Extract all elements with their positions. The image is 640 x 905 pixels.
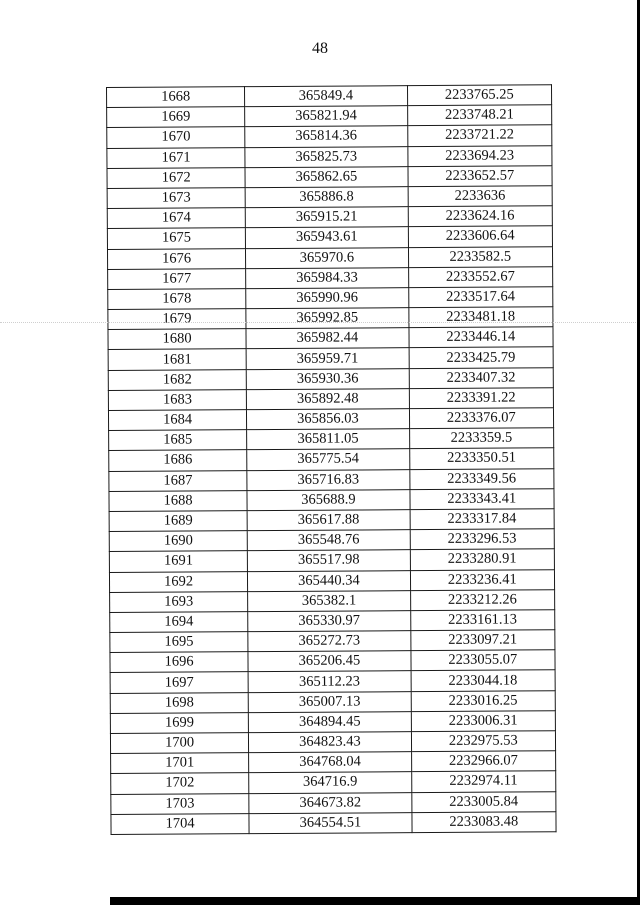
- table-row: [109, 428, 554, 451]
- point-number-cell: 1675: [107, 228, 245, 249]
- y-coordinate-cell: 2233606.64: [408, 226, 553, 247]
- point-number-cell: 1691: [109, 551, 247, 572]
- scan-artifact-line: [0, 322, 640, 324]
- x-coordinate-cell: 364716.9: [249, 772, 411, 793]
- point-number-cell: 1690: [109, 531, 247, 552]
- x-coordinate-cell: 365814.36: [245, 126, 407, 147]
- point-number-cell: 1698: [110, 692, 248, 713]
- y-coordinate-cell: 2233582.5: [408, 246, 553, 267]
- y-coordinate-cell: 2232966.07: [411, 751, 556, 772]
- x-coordinate-cell: 365943.61: [246, 227, 408, 248]
- x-coordinate-cell: 364554.51: [249, 812, 411, 833]
- table-row: [108, 367, 553, 390]
- table-row: [109, 509, 554, 532]
- y-coordinate-cell: 2233481.18: [408, 307, 553, 328]
- x-coordinate-cell: 365007.13: [248, 691, 410, 712]
- table-row: [107, 186, 552, 209]
- x-coordinate-cell: 365382.1: [248, 590, 410, 611]
- x-coordinate-cell: 365330.97: [248, 611, 410, 632]
- point-number-cell: 1676: [107, 248, 245, 269]
- x-coordinate-cell: 365849.4: [245, 86, 407, 107]
- table-row: [111, 812, 556, 835]
- table-row: [108, 347, 553, 370]
- x-coordinate-cell: 364823.43: [249, 732, 411, 753]
- y-coordinate-cell: 2233425.79: [409, 347, 554, 368]
- x-coordinate-cell: 365930.36: [246, 368, 408, 389]
- point-number-cell: 1678: [108, 289, 246, 310]
- point-number-cell: 1701: [111, 753, 249, 774]
- x-coordinate-cell: 365811.05: [247, 429, 409, 450]
- y-coordinate-cell: 2233748.21: [407, 105, 552, 126]
- table-row: [107, 206, 552, 229]
- y-coordinate-cell: 2233005.84: [411, 791, 556, 812]
- point-number-cell: 1669: [107, 107, 245, 128]
- point-number-cell: 1671: [107, 147, 245, 168]
- table-row: [110, 670, 555, 693]
- x-coordinate-cell: 365984.33: [246, 267, 408, 288]
- y-coordinate-cell: 2233296.53: [410, 529, 555, 550]
- point-number-cell: 1672: [107, 167, 245, 188]
- y-coordinate-cell: 2233636: [408, 186, 553, 207]
- y-coordinate-cell: 2233161.13: [410, 610, 555, 631]
- point-number-cell: 1670: [107, 127, 245, 148]
- point-number-cell: 1689: [109, 511, 247, 532]
- y-coordinate-cell: 2233376.07: [409, 408, 554, 429]
- point-number-cell: 1685: [109, 430, 247, 451]
- table-row: [109, 549, 554, 572]
- x-coordinate-cell: 365548.76: [247, 530, 409, 551]
- y-coordinate-cell: 2233097.21: [410, 630, 555, 651]
- scan-edge-bottom: [110, 897, 640, 905]
- x-coordinate-cell: 365982.44: [246, 328, 408, 349]
- y-coordinate-cell: 2233044.18: [411, 670, 556, 691]
- table-row: [110, 650, 555, 673]
- x-coordinate-cell: 365517.98: [248, 550, 410, 571]
- coordinates-table-body: [107, 85, 557, 835]
- y-coordinate-cell: 2233552.67: [408, 266, 553, 287]
- y-coordinate-cell: 2233317.84: [410, 509, 555, 530]
- y-coordinate-cell: 2233765.25: [407, 85, 552, 106]
- point-number-cell: 1668: [107, 87, 245, 108]
- point-number-cell: 1700: [110, 733, 248, 754]
- table-row: [107, 246, 552, 269]
- table-row: [110, 690, 555, 713]
- y-coordinate-cell: 2233055.07: [410, 650, 555, 671]
- x-coordinate-cell: 365892.48: [247, 388, 409, 409]
- x-coordinate-cell: 365886.8: [245, 187, 407, 208]
- table-row: [107, 145, 552, 168]
- point-number-cell: 1695: [110, 632, 248, 653]
- x-coordinate-cell: 365440.34: [248, 570, 410, 591]
- x-coordinate-cell: 365970.6: [246, 247, 408, 268]
- y-coordinate-cell: 2233446.14: [408, 327, 553, 348]
- point-number-cell: 1694: [110, 612, 248, 633]
- point-number-cell: 1692: [109, 571, 247, 592]
- table-row: [108, 388, 553, 411]
- x-coordinate-cell: 365272.73: [248, 631, 410, 652]
- x-coordinate-cell: 365775.54: [247, 449, 409, 470]
- point-number-cell: 1681: [108, 349, 246, 370]
- table-row: [109, 529, 554, 552]
- x-coordinate-cell: 365688.9: [247, 489, 409, 510]
- y-coordinate-cell: 2233343.41: [409, 489, 554, 510]
- table-row: [108, 266, 553, 289]
- table-row: [108, 287, 553, 310]
- table-row: [110, 711, 555, 734]
- point-number-cell: 1687: [109, 470, 247, 491]
- point-number-cell: 1704: [111, 813, 249, 834]
- table-row: [109, 569, 554, 592]
- point-number-cell: 1697: [110, 672, 248, 693]
- point-number-cell: 1702: [111, 773, 249, 794]
- table-row: [107, 125, 552, 148]
- point-number-cell: 1699: [110, 712, 248, 733]
- x-coordinate-cell: 365990.96: [246, 288, 408, 309]
- x-coordinate-cell: 365112.23: [248, 671, 410, 692]
- point-number-cell: 1686: [109, 450, 247, 471]
- y-coordinate-cell: 2233721.22: [407, 125, 552, 146]
- table-row: [111, 751, 556, 774]
- y-coordinate-cell: 2233280.91: [410, 549, 555, 570]
- y-coordinate-cell: 2232974.11: [411, 771, 556, 792]
- point-number-cell: 1684: [108, 410, 246, 431]
- point-number-cell: 1680: [108, 329, 246, 350]
- x-coordinate-cell: 365206.45: [248, 651, 410, 672]
- point-number-cell: 1703: [111, 793, 249, 814]
- y-coordinate-cell: 2233083.48: [411, 812, 556, 833]
- y-coordinate-cell: 2233016.25: [411, 690, 556, 711]
- point-number-cell: 1679: [108, 309, 246, 330]
- x-coordinate-cell: 365821.94: [245, 106, 407, 127]
- table-row: [110, 589, 555, 612]
- table-row: [109, 468, 554, 491]
- point-number-cell: 1688: [109, 490, 247, 511]
- x-coordinate-cell: 365959.71: [246, 348, 408, 369]
- y-coordinate-cell: 2233212.26: [410, 589, 555, 610]
- x-coordinate-cell: 365992.85: [246, 308, 408, 329]
- x-coordinate-cell: 365862.65: [245, 166, 407, 187]
- table-row: [107, 105, 552, 128]
- y-coordinate-cell: 2233517.64: [408, 287, 553, 308]
- table-row: [107, 85, 552, 108]
- y-coordinate-cell: 2233407.32: [409, 367, 554, 388]
- point-number-cell: 1673: [107, 188, 245, 209]
- x-coordinate-cell: 364768.04: [249, 752, 411, 773]
- y-coordinate-cell: 2233350.51: [409, 448, 554, 469]
- table-row: [109, 489, 554, 512]
- y-coordinate-cell: 2233624.16: [408, 206, 553, 227]
- x-coordinate-cell: 365825.73: [245, 146, 407, 167]
- y-coordinate-cell: 2233236.41: [410, 569, 555, 590]
- x-coordinate-cell: 365856.03: [247, 409, 409, 430]
- table-row: [107, 166, 552, 189]
- y-coordinate-cell: 2233359.5: [409, 428, 554, 449]
- point-number-cell: 1677: [108, 268, 246, 289]
- x-coordinate-cell: 364673.82: [249, 792, 411, 813]
- point-number-cell: 1683: [108, 389, 246, 410]
- y-coordinate-cell: 2233652.57: [407, 166, 552, 187]
- y-coordinate-cell: 2233006.31: [411, 711, 556, 732]
- y-coordinate-cell: 2232975.53: [411, 731, 556, 752]
- table-row: [111, 791, 556, 814]
- y-coordinate-cell: 2233349.56: [409, 468, 554, 489]
- point-number-cell: 1682: [108, 369, 246, 390]
- y-coordinate-cell: 2233694.23: [407, 145, 552, 166]
- x-coordinate-cell: 365915.21: [245, 207, 407, 228]
- y-coordinate-cell: 2233391.22: [409, 388, 554, 409]
- table-row: [110, 731, 555, 754]
- coordinates-table: [106, 84, 557, 835]
- point-number-cell: 1696: [110, 652, 248, 673]
- page-number: 48: [312, 40, 328, 57]
- table-row: [110, 610, 555, 633]
- table-row: [109, 448, 554, 471]
- x-coordinate-cell: 365716.83: [247, 469, 409, 490]
- x-coordinate-cell: 365617.88: [247, 510, 409, 531]
- table-row: [108, 307, 553, 330]
- point-number-cell: 1674: [107, 208, 245, 229]
- x-coordinate-cell: 364894.45: [249, 711, 411, 732]
- table-row: [108, 408, 553, 431]
- table-row: [107, 226, 552, 249]
- table-row: [111, 771, 556, 794]
- table-row: [108, 327, 553, 350]
- point-number-cell: 1693: [110, 591, 248, 612]
- table-row: [110, 630, 555, 653]
